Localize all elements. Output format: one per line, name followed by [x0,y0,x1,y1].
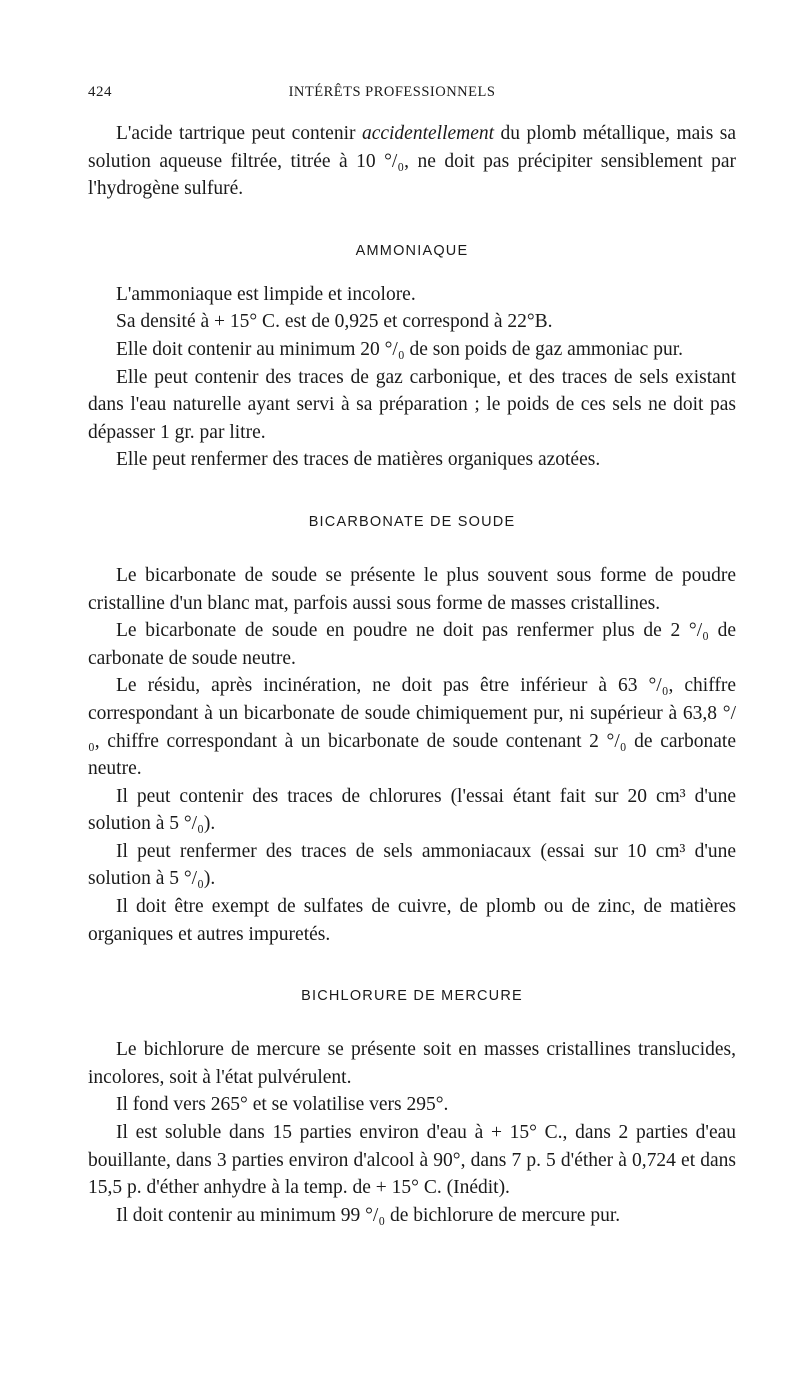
paragraph: Il doit contenir au minimum 99 °/₀ de bichlorure de mercure pur. [116,1204,621,1226]
paragraph: Sa densité à + 15° C. est de 0,925 et correspond à 22°B. [116,311,553,333]
page-number: 424 [88,84,112,100]
intro-text-end: du plomb métallique, mais sa solution aqueuse filtrée, titrée à 10 °/₀, ne doit pas précipiter sensiblement par l'hydrogène sulfuré. [88,123,736,200]
section-heading-bicarbonate: BICARBONATE DE SOUDE [308,513,516,530]
paragraph: Il doit être exempt de sulfates de cuivre, de plomb ou de zinc, de matières organiques et autres impuretés. [88,896,736,945]
paragraph: Il peut renfermer des traces de sels ammoniacaux (essai sur 10 cm³ d'une solution à 5 °/₀). [88,840,736,890]
section-heading-ammoniaque: AMMONIAQUE [355,242,469,259]
paragraph: Le bichlorure de mercure se présente soit en masses cristallines translucides, incolores, soit à l'état pulvérulent. [88,1039,736,1088]
intro-emphasis: accidentellement [361,123,495,144]
paragraph: Elle doit contenir au minimum 20 °/₀ de son poids de gaz ammoniac pur. [116,338,683,360]
paragraph: Il fond vers 265° et se volatilise vers 295°. [116,1094,449,1116]
section-body-ammoniaque [88,281,736,474]
book-page [88,84,736,1229]
running-title: INTÉRÊTS PROFESSIONNELS [288,84,496,100]
paragraph: Elle peut contenir des traces de gaz carbonique, et des traces de sels existant dans l'eau naturelle ayant servi à sa préparation ; le poids de ces sels ne doit pas dépasser 1 gr. par litre. [88,366,736,443]
paragraph: Il est soluble dans 15 parties environ d'eau à + 15° C., dans 2 parties d'eau bouillante, dans 3 parties environ d'alcool à 90°, dans 7 p. 5 d'éther à 0,724 et dans 15,5 p. d'éther anhydre à la temp. de + 15° C. (Inédit). [88,1122,736,1199]
section-body-bichlorure [88,1036,736,1229]
paragraph: Le résidu, après incinération, ne doit pas être inférieur à 63 °/₀, chiffre correspondant à un bicarbonate de soude chimiquement pur, ni supérieur à 63,8 °/₀, chiffre correspondant à un bicarbonate de soude contenant 2 °/₀ de carbonate neutre. [88,675,736,780]
paragraph: Le bicarbonate de soude en poudre ne doit pas renfermer plus de 2 °/₀ de carbonate de soude neutre. [88,620,736,669]
section-body-bicarbonate [88,562,736,948]
paragraph: Le bicarbonate de soude se présente le plus souvent sous forme de poudre cristalline d'un blanc mat, parfois aussi sous forme de masses cristallines. [88,564,736,614]
running-header [88,84,736,108]
paragraph: L'ammoniaque est limpide et incolore. [116,283,416,305]
paragraph: Il peut contenir des traces de chlorures (l'essai étant fait sur 20 cm³ d'une solution à 5 °/₀). [88,785,736,835]
intro-paragraph [88,120,736,203]
section-heading-bichlorure: BICHLORURE DE MERCURE [301,988,523,1005]
paragraph: Elle peut renfermer des traces de matières organiques azotées. [116,449,601,471]
intro-text-start: L'acide tartrique peut contenir [116,123,362,144]
